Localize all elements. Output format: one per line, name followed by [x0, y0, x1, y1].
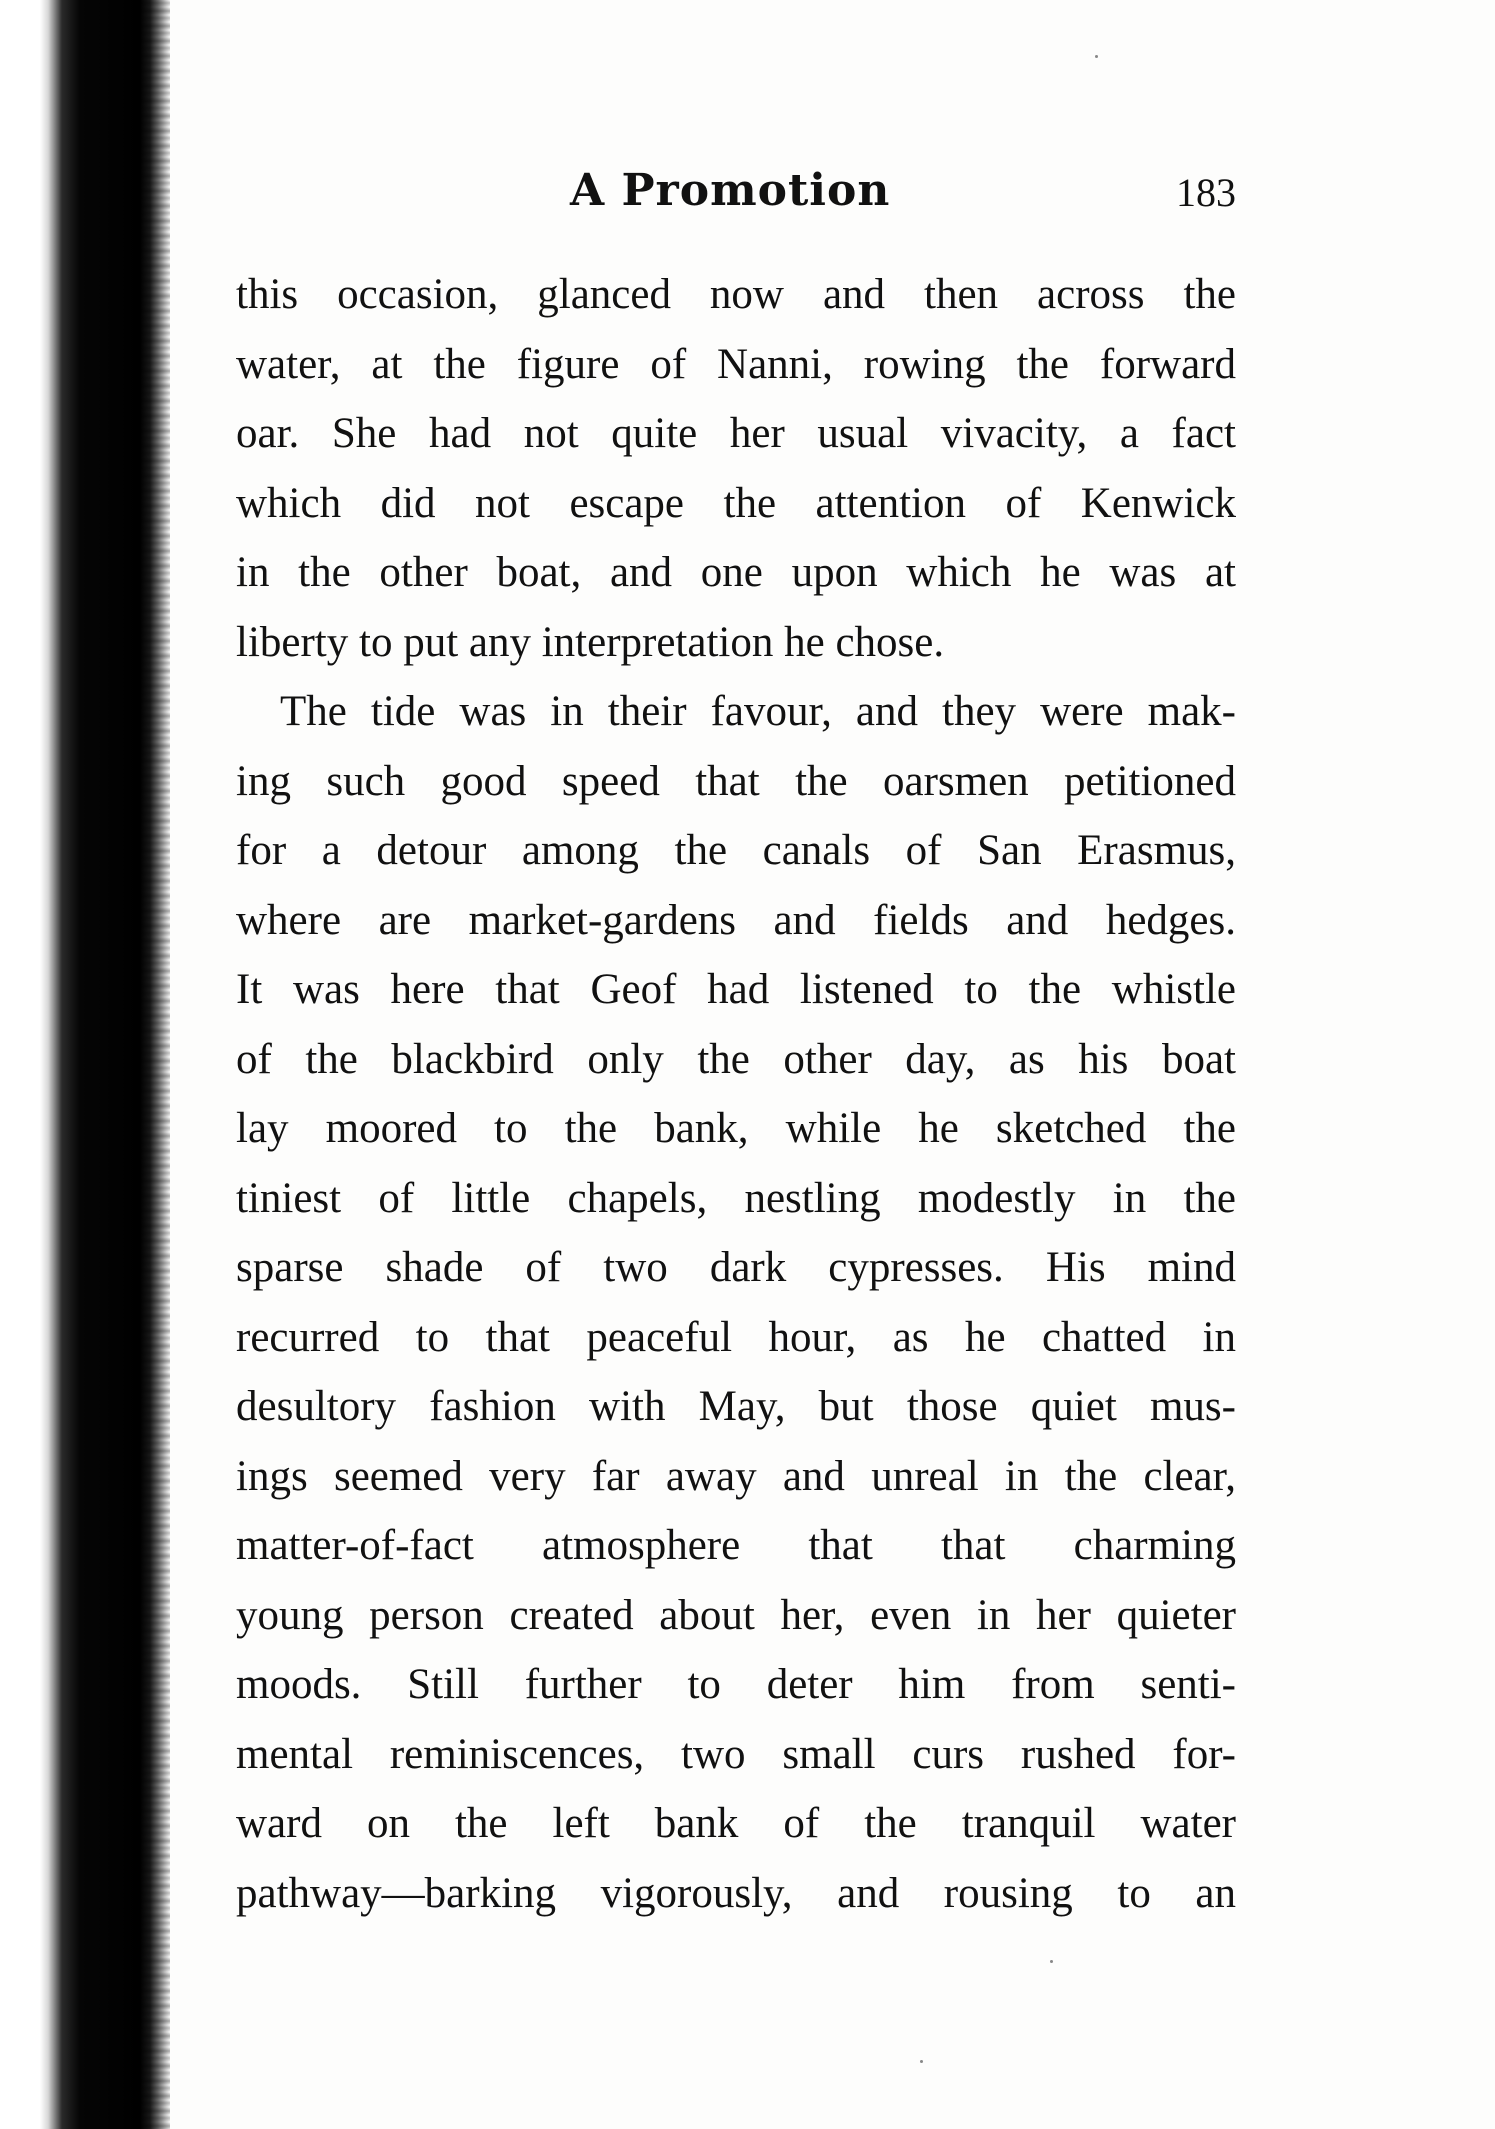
- text-line: tiniest of little chapels, nestling modestly in the: [236, 1174, 1236, 1222]
- page-number: 183: [1176, 170, 1236, 215]
- text-line: for a detour among the canals of San Erasmus,: [236, 827, 1236, 874]
- text-line: It was here that Geof had listened to the whistle: [236, 966, 1236, 1013]
- text-line: ings seemed very far away and unreal in the clear,: [236, 1452, 1236, 1500]
- text-line: where are market-gardens and fields and hedges.: [236, 896, 1236, 944]
- scan-speck: [1050, 1960, 1053, 1963]
- text-line: desultory fashion with May, but those quiet mus-: [236, 1383, 1236, 1430]
- running-head-title: A Promotion: [570, 165, 891, 216]
- running-head: [236, 165, 1236, 225]
- text-line: water, at the figure of Nanni, rowing the forward: [236, 340, 1236, 388]
- text-line: oar. She had not quite her usual vivacity, a fact: [236, 410, 1236, 457]
- text-line: ing such good speed that the oarsmen petitioned: [236, 757, 1236, 805]
- text-line: liberty to put any interpretation he chose.: [236, 618, 945, 666]
- text-line: moods. Still further to deter him from senti-: [236, 1661, 1236, 1708]
- page-gutter-edge: [140, 0, 170, 2129]
- text-line: which did not escape the attention of Kenwick: [236, 479, 1236, 527]
- text-line: pathway—barking vigorously, and rousing to an: [236, 1869, 1236, 1917]
- text-line: ward on the left bank of the tranquil water: [236, 1800, 1236, 1847]
- text-line: this occasion, glanced now and then across the: [236, 271, 1236, 318]
- scan-speck: [920, 2060, 923, 2063]
- text-line: matter-of-fact atmosphere that that charming: [236, 1522, 1236, 1569]
- text-line: of the blackbird only the other day, as his boat: [236, 1035, 1236, 1083]
- text-line: lay moored to the bank, while he sketched the: [236, 1105, 1236, 1152]
- text-line: mental reminiscences, two small curs rushed for-: [236, 1730, 1236, 1778]
- text-line: sparse shade of two dark cypresses. His mind: [236, 1244, 1236, 1291]
- scan-speck: [1095, 55, 1098, 58]
- text-line: in the other boat, and one upon which he was at: [236, 549, 1236, 596]
- text-line: young person created about her, even in her quieter: [236, 1591, 1236, 1639]
- text-line: The tide was in their favour, and they were mak-: [280, 688, 1236, 735]
- text-line: recurred to that peaceful hour, as he chatted in: [236, 1313, 1236, 1361]
- body-text: [236, 260, 1236, 1928]
